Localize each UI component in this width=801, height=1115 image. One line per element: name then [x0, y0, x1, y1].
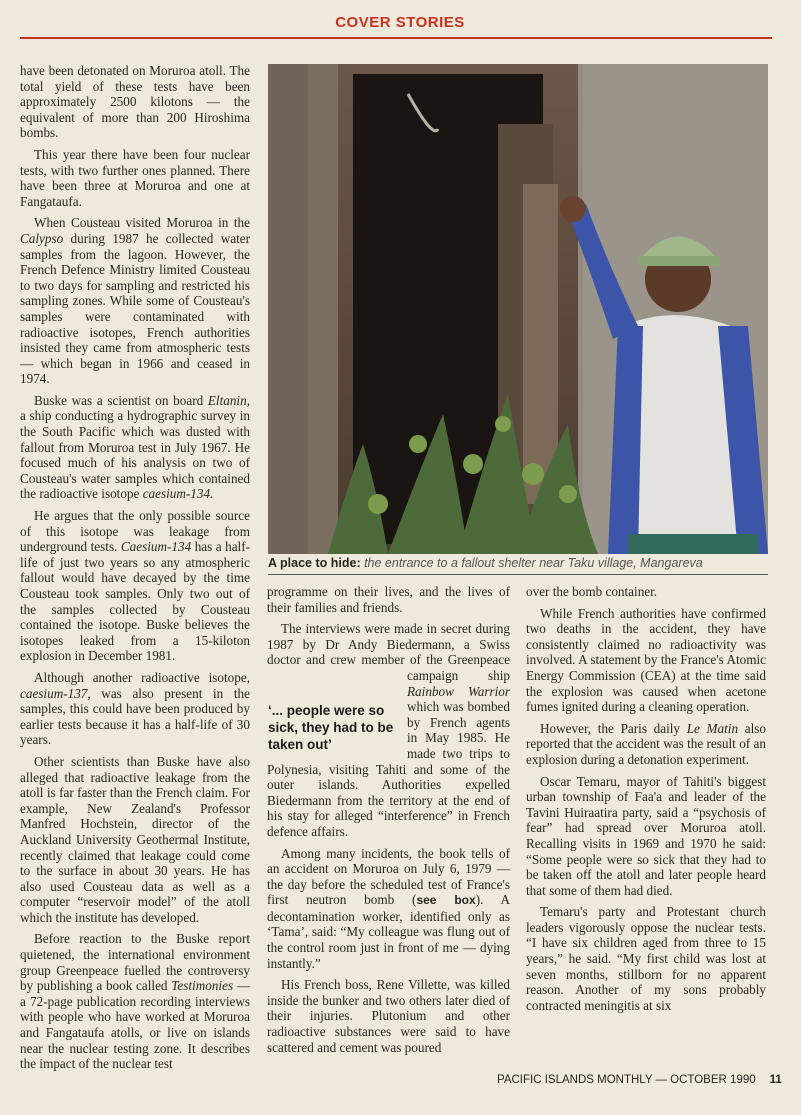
paragraph: Temaru's party and Protestant church leaders vigorously oppose the nuclear tests. “I have six children aged from three to 15 years,” he said. “My first child was lost at seven months, stillborn for no apparent reason. Another of my sons probably contracted meningitis at six [526, 904, 766, 1013]
paragraph: When Cousteau visited Moruroa in the Calypso during 1987 he collected water samples from the lagoon. However, the French Defence Ministry limited Cousteau to two days for sampling and restricted his sampling zones. While some of Cousteau's samples were contaminated with radioactive isotopes, French authorities insisted they came from atmospheric tests — which began in 1966 and ceased in 1974. [20, 215, 250, 387]
publication-line: PACIFIC ISLANDS MONTHLY — OCTOBER 1990 [497, 1074, 756, 1086]
column-3 [526, 584, 766, 1019]
photo-caption: A place to hide: the entrance to a fallout shelter near Taku village, Mangareva [268, 556, 703, 570]
paragraph: He argues that the only possible source of this isotope was leakage from underground tests. Caesium-134 has a half-life of just two years so any atmospheric fallout would have decayed by the time Cousteau took samples. Only two out of the samples collected by Cousteau contained the isotope. Buske believes the isotopes leaked from a 15-kiloton explosion in December 1981. [20, 508, 251, 664]
page-number: 11 [769, 1074, 782, 1086]
paragraph: Before reaction to the Buske report quietened, the international environment group Greenpeace fuelled the controversy by publishing a book called Testimonies — a 72-page publication recording interviews with people who have worked at Moruroa and Fangataufa atolls, or live on islands near the nuclear testing zone. It describes the impact of the nuclear test [20, 931, 251, 1072]
paragraph: Although another radioactive isotope, caesium-137, was also present in the samples, this could have been produced by earlier tests because it has a half-life of 30 years. [20, 669, 250, 748]
caption-rule [268, 574, 768, 575]
shelter-photo [268, 64, 768, 554]
section-header: COVER STORIES [335, 14, 465, 31]
column-2 [267, 584, 510, 1061]
paragraph: Oscar Temaru, mayor of Tahiti's biggest urban township of Faa'a and leader of the Tavini Huiraatira party, said a “psychosis of fear” had spread over Moruroa atoll. Recalling visits in 1969 and 1970 he said: “Some people were so sick that they had to be taken off the atoll and later people heard that some of them had died. [526, 773, 766, 898]
paragraph: have been detonated on Moruroa atoll. The total yield of these tests have been approximately 2500 kilotons — the equivalent of more than 200 Hiroshima bombs. [20, 63, 250, 141]
paragraph: This year there have been four nuclear tests, with two further ones planned. There have been three at Moruroa and one at Fangataufa. [20, 146, 250, 209]
paragraph: Among many incidents, the book tells of an accident on Moruroa on July 6, 1979 — the day before the scheduled test of France's first neutron bomb (see box). A decontamination worker, identified only as ‘Tama’, said: “My colleague was flung out of the control room just in front of me — dying instantly.” [267, 845, 510, 971]
paragraph: However, the Paris daily Le Matin also reported that the accident was the result of an explosion during a detonation experiment. [526, 720, 766, 767]
paragraph: The interviews were made in secret during 1987 by Dr Andy Biedermann, a Swiss doctor and crew member of the Greenpeace campaign ship Rainbow Warrior which was bombed by French agents in May 1985. He made two trips to Polynesia, visiting Tahiti and some of the outer islands. Authorities expelled Biedermann from the territory at the end of his stay for alleged “interference” in French defence affairs. [267, 621, 510, 839]
column-1 [20, 63, 250, 1078]
paragraph: While French authorities have confirmed two deaths in the accident, they have consistently claimed no radioactivity was involved. A statement by the France's Atomic Energy Commission (CEA) at the time said the explosion was caused when acetone fumes ignited during a cleaning operation. [526, 605, 766, 715]
paragraph: programme on their lives, and the lives of their families and friends. [267, 584, 510, 615]
page-footer [497, 1074, 782, 1086]
paragraph: Buske was a scientist on board Eltanin, a ship conducting a hydrographic survey in the South Pacific which was dusted with fallout from Moruroa test in July 1967. He focused much of his analysis on two of Cousteau's water samples which contained the radioactive isotope caesium-134. [20, 392, 250, 502]
paragraph: Other scientists than Buske have also alleged that radioactive leakage from the atoll is far faster than the French claim. For example, New Zealand's Professor Manfred Hochstein, director of the Auckland University Geothermal Institute, recently claimed that leakage could come to the surface in about 30 years. He has also used Cousteau data as well as a computer “reservoir model” of the atoll which the institute has developed. [20, 753, 250, 925]
paragraph: over the bomb container. [526, 584, 658, 599]
pull-quote: ‘... people were so sick, they had to be taken out’ [268, 703, 394, 752]
header-rule [20, 37, 772, 39]
paragraph: His French boss, Rene Villette, was killed inside the bunker and two others later died of their injuries. Plutonium and other radioactive substances were said to have scattered and cement was poured [267, 977, 510, 1055]
